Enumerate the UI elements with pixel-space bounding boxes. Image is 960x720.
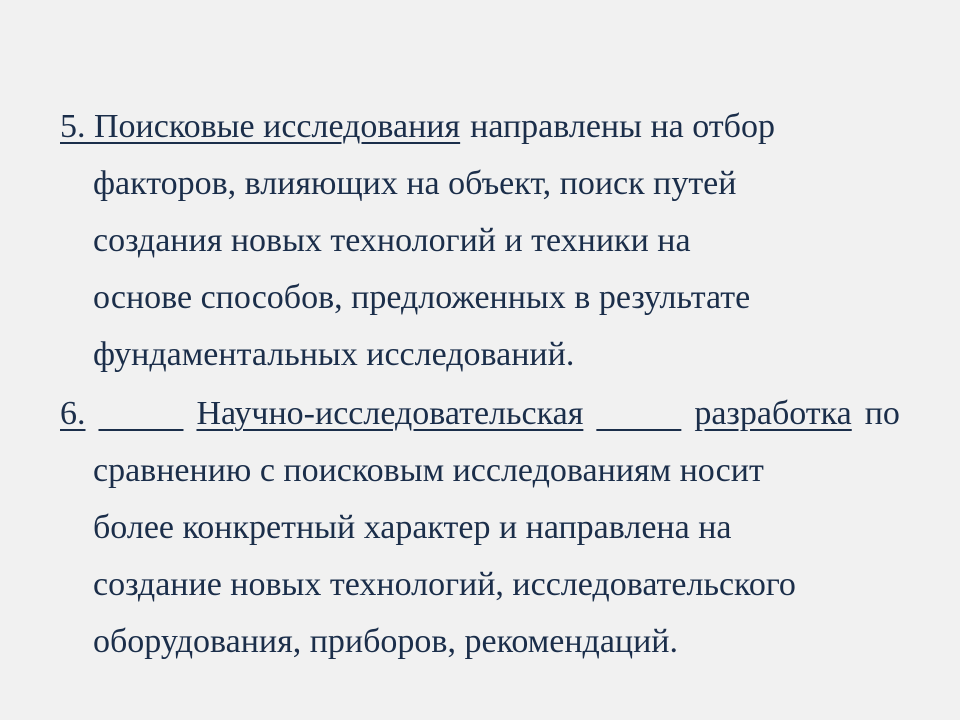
paragraph-item-6: [60, 385, 900, 670]
item-6-line-3: создание новых технологий, исследовательского: [93, 566, 796, 603]
item-5-line-3: основе способов, предложенных в результате: [93, 279, 751, 316]
item-6-line-1: сравнению с поисковым исследованиям носит: [93, 452, 764, 489]
item-6-term-b: разработка: [694, 395, 852, 432]
item-5-line-2: создания новых технологий и техники на: [93, 222, 691, 259]
item-6-first-line: [60, 385, 900, 442]
item-5-line-1: факторов, влияющих на объект, поиск путей: [93, 165, 737, 202]
item-5-number: 5.: [60, 108, 86, 145]
item-5-first-rest: направлены на отбор: [470, 108, 775, 145]
paragraph-item-5: [60, 98, 900, 383]
item-6-line-2: более конкретный характер и направлена на: [93, 509, 732, 546]
item-6-first-rest: по: [864, 395, 900, 432]
item-5-term: Поисковые исследования: [94, 108, 461, 145]
item-5-heading: [60, 108, 460, 145]
item-6-term-a: Научно-исследовательская: [196, 395, 584, 432]
item-6-gap-1: [98, 385, 183, 442]
item-5-line-4: фундаментальных исследований.: [93, 336, 575, 373]
item-5-first-line: [60, 98, 900, 155]
item-6-line-4: оборудования, приборов, рекомендаций.: [93, 623, 678, 660]
item-6-gap-2: [596, 385, 681, 442]
item-6-number: 6.: [60, 395, 86, 432]
